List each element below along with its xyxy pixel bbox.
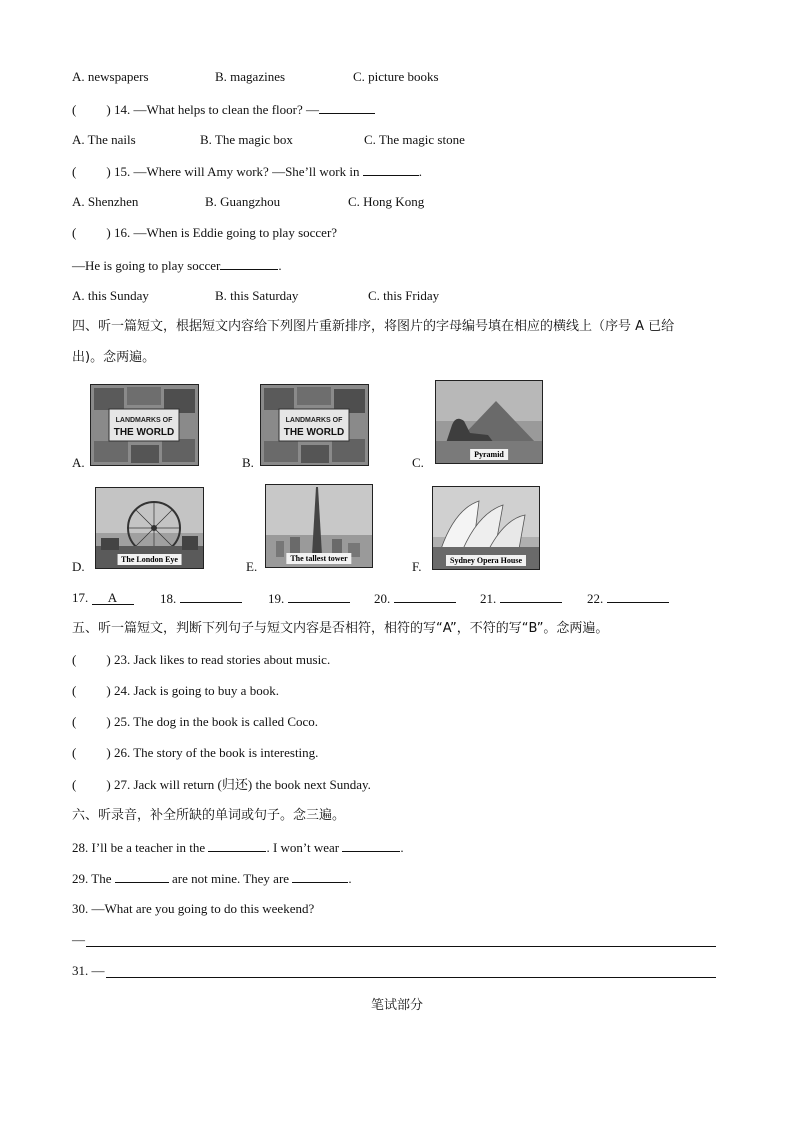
- section-heading-written: 笔试部分: [370, 998, 423, 1013]
- picture-caption: Pyramid: [470, 449, 508, 460]
- answer-blank[interactable]: [288, 590, 350, 603]
- q15-option-c: C. Hong Kong: [348, 194, 425, 209]
- q14-option-a: A. The nails: [72, 132, 136, 147]
- question-26: ( ) 26. The story of the book is interesting.: [72, 745, 319, 760]
- answer-blank[interactable]: A: [92, 590, 134, 605]
- picture-a-letter: A.: [72, 455, 85, 470]
- sign-text-bottom: THE WORLD: [283, 427, 345, 438]
- question-14-text: 14. —What helps to clean the floor? —: [113, 102, 319, 117]
- answer-20: 20.: [374, 590, 456, 607]
- question-15-text: 15. —Where will Amy work? —She’ll work in: [113, 164, 360, 179]
- answer-blank[interactable]: [208, 839, 266, 852]
- answer-22: 22.: [587, 590, 669, 607]
- answer-blank[interactable]: [292, 870, 348, 883]
- q13-option-b: B. magazines: [215, 69, 286, 84]
- q16-option-c: C. this Friday: [368, 288, 440, 303]
- answer-blank[interactable]: [607, 590, 669, 603]
- question-14: [72, 101, 375, 118]
- answer-line-30[interactable]: [86, 946, 716, 947]
- section-6-title: 六、听录音，补全所缺的单词或句子。念三遍。: [72, 808, 346, 823]
- question-16-text: 16. —When is Eddie going to play soccer?: [113, 225, 338, 240]
- question-25: ( ) 25. The dog in the book is called Coco.: [72, 714, 319, 729]
- q16-option-a: A. this Sunday: [72, 288, 149, 303]
- picture-b-landmarks-collage: [260, 384, 369, 466]
- picture-a-landmarks-collage: [90, 384, 199, 466]
- picture-d-letter: D.: [72, 559, 85, 574]
- answer-blank[interactable]: [342, 839, 400, 852]
- answer-blank[interactable]: [115, 870, 169, 883]
- q15-option-b: B. Guangzhou: [205, 194, 281, 209]
- q16-option-b: B. this Saturday: [215, 288, 299, 303]
- answer-blank[interactable]: [363, 163, 419, 176]
- section-5-title: 五、听一篇短文，判断下列句子与短文内容是否相符，相符的写“A”，不符的写“B”。念两遍。: [72, 621, 609, 636]
- answer-blank[interactable]: [220, 257, 278, 270]
- picture-caption: The tallest tower: [286, 553, 351, 564]
- picture-c-letter: C.: [412, 455, 424, 470]
- question-31: 31. —: [72, 963, 105, 978]
- sign-text-top: LANDMARKS OF: [285, 417, 343, 424]
- picture-caption: The London Eye: [117, 554, 182, 565]
- question-27: ( ) 27. Jack will return (归还) the book next Sunday.: [72, 777, 371, 792]
- q14-option-c: C. The magic stone: [364, 132, 465, 147]
- picture-e-letter: E.: [246, 559, 258, 574]
- q14-option-b: B. The magic box: [200, 132, 293, 147]
- picture-e-tallest-tower: [265, 484, 373, 568]
- sign-text-top: LANDMARKS OF: [115, 417, 173, 424]
- q15-option-a: A. Shenzhen: [72, 194, 139, 209]
- picture-c-pyramid: [435, 380, 543, 464]
- picture-caption: Sydney Opera House: [446, 555, 526, 566]
- question-30: 30. —What are you going to do this weekend?: [72, 901, 315, 916]
- answer-18: 18.: [160, 590, 242, 607]
- sign-text-bottom: THE WORLD: [113, 427, 175, 438]
- answer-line-31[interactable]: [106, 977, 716, 978]
- section-4-title-line-1: 四、听一篇短文，根据短文内容给下列图片重新排序，将图片的字母编号填在相应的横线上（序号 A 已给: [72, 319, 675, 334]
- answer-21: 21.: [480, 590, 562, 607]
- answer-blank[interactable]: [319, 101, 375, 114]
- question-30-dash: —: [72, 932, 85, 947]
- picture-f-letter: F.: [412, 559, 422, 574]
- question-29: 29. The are not mine. They are .: [72, 871, 352, 886]
- question-16: ( ) 16. —When is Eddie going to play soccer?: [72, 225, 338, 240]
- question-24: ( ) 24. Jack is going to buy a book.: [72, 683, 279, 698]
- question-16-answer-line: —He is going to play soccer .: [72, 258, 282, 273]
- answer-paren-close: ): [106, 102, 111, 117]
- q13-option-c: C. picture books: [353, 69, 439, 84]
- answer-blank[interactable]: [180, 590, 242, 603]
- picture-d-london-eye: [95, 487, 204, 569]
- q13-option-a: A. newspapers: [72, 69, 149, 84]
- question-23: ( ) 23. Jack likes to read stories about music.: [72, 652, 331, 667]
- answer-paren-open: (: [72, 102, 77, 117]
- picture-f-sydney-opera-house: [432, 486, 540, 570]
- question-15: ( ) 15. —Where will Amy work? —She’ll work in .: [72, 164, 422, 179]
- answer-17: 17. A: [72, 590, 134, 606]
- answer-blank[interactable]: [394, 590, 456, 603]
- question-28: 28. I’ll be a teacher in the . I won’t wear .: [72, 840, 404, 855]
- picture-b-letter: B.: [242, 455, 254, 470]
- answer-blank[interactable]: [500, 590, 562, 603]
- section-4-title-line-2: 出)。念两遍。: [72, 350, 156, 365]
- answer-19: 19.: [268, 590, 350, 607]
